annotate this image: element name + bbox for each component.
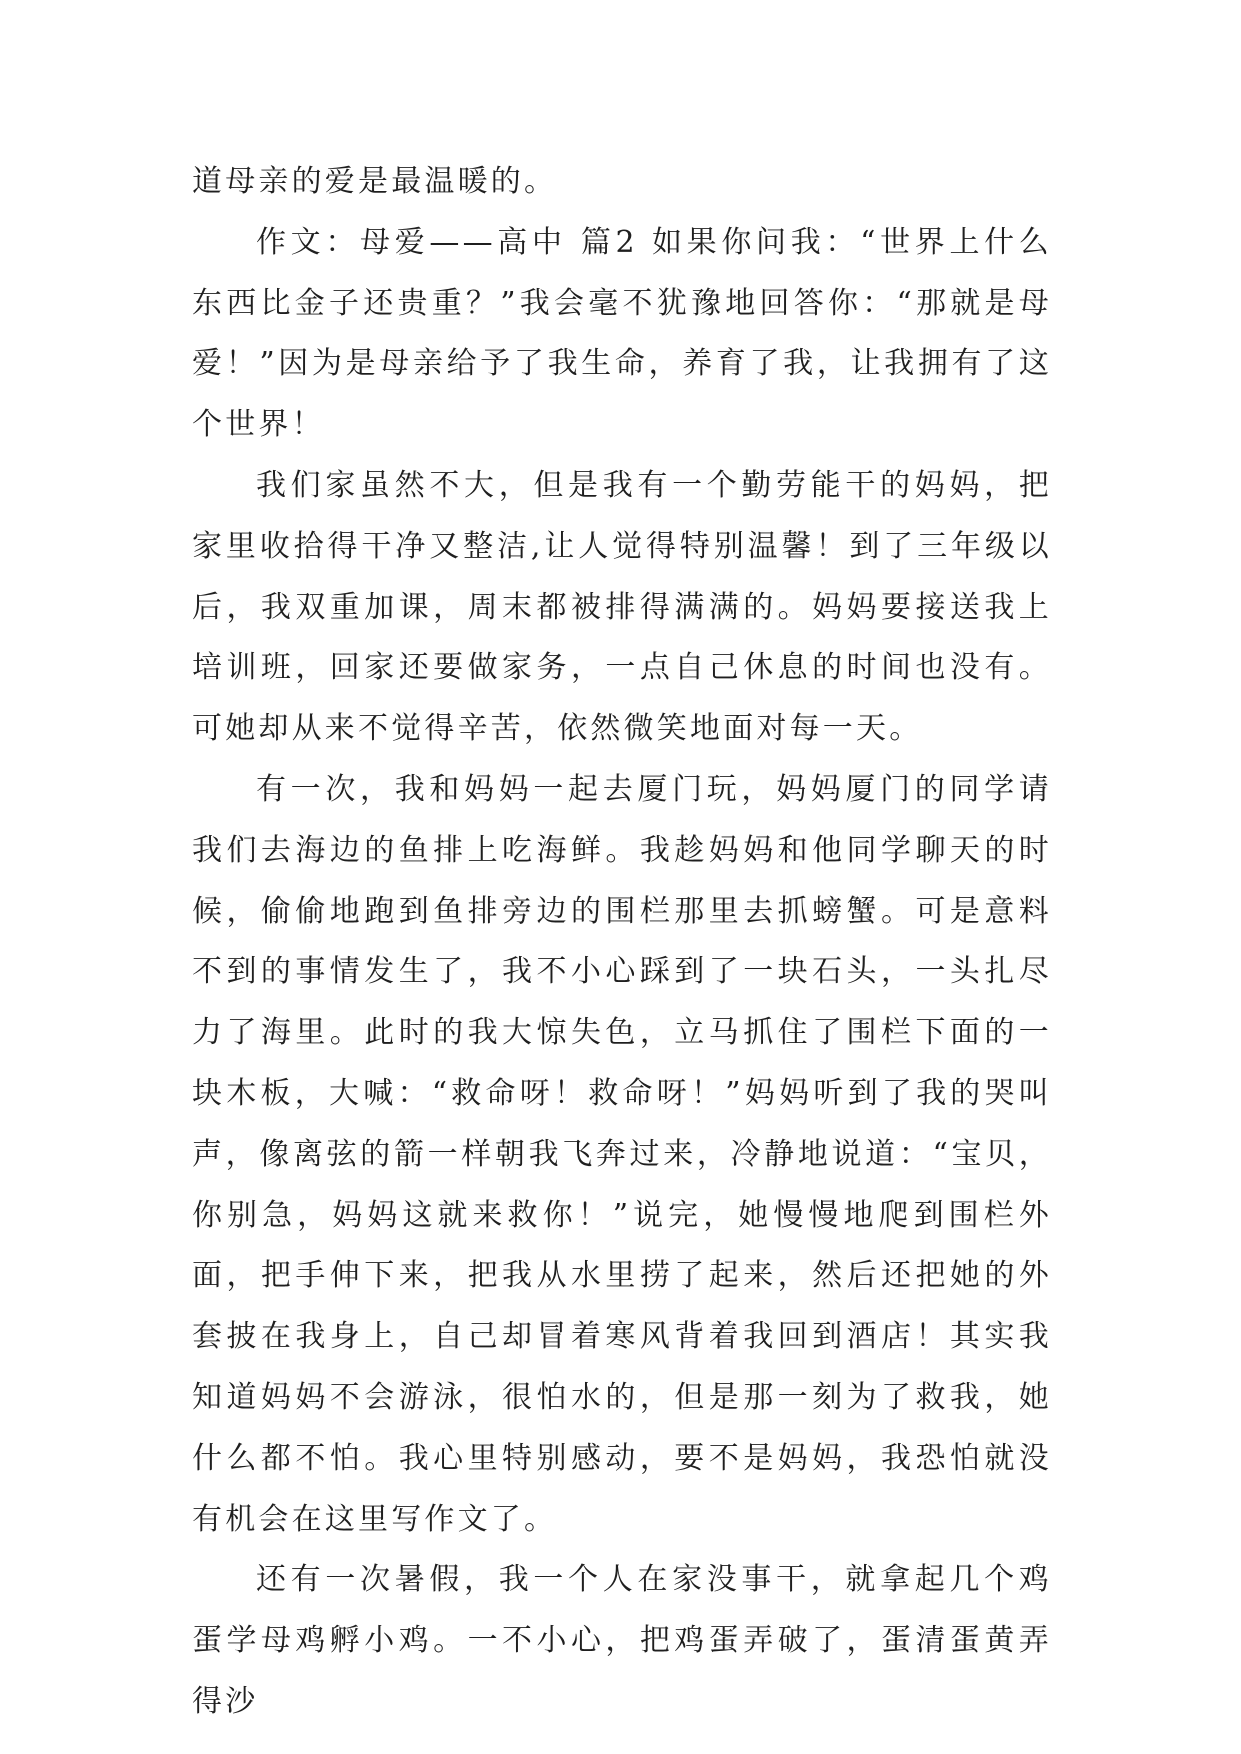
paragraph-continuation: 道母亲的爱是最温暖的。 <box>192 164 558 199</box>
paragraph-hardworking-mother: 我们家虽然不大，但是我有一个勤劳能干的妈妈，把家里收拾得干净又整洁,让人觉得特别温馨！到了三年级以后，我双重加课，周末都被排得满满的。妈妈要接送我上培训班，回家还要做家务，一点自己休息的时间也没有。可她却从来不觉得辛苦，依然微笑地面对每一天。 <box>192 467 1052 747</box>
paragraph-summer-eggs: 还有一次暑假，我一个人在家没事干，就拿起几个鸡蛋学母鸡孵小鸡。一不小心，把鸡蛋弄破了，蛋清蛋黄弄得沙 <box>192 1562 1052 1719</box>
essay-body <box>192 152 1052 1733</box>
paragraph-xiamen-rescue: 有一次，我和妈妈一起去厦门玩，妈妈厦门的同学请我们去海边的鱼排上吃海鲜。我趁妈妈和他同学聊天的时候，偷偷地跑到鱼排旁边的围栏那里去抓螃蟹。可是意料不到的事情发生了，我不小心踩到了一块石头，一头扎尽力了海里。此时的我大惊失色，立马抓住了围栏下面的一块木板，大喊：“救命呀！救命呀！”妈妈听到了我的哭叫声，像离弦的箭一样朝我飞奔过来，冷静地说道：“宝贝，你别急，妈妈这就来救你！”说完，她慢慢地爬到围栏外面，把手伸下来，把我从水里捞了起来，然后还把她的外套披在我身上，自己却冒着寒风背着我回到酒店！其实我知道妈妈不会游泳，很怕水的，但是那一刻为了救我，她什么都不怕。我心里特别感动，要不是妈妈，我恐怕就没有机会在这里写作文了。 <box>192 771 1052 1537</box>
paragraph-essay-title-intro: 作文：母爱——高中 篇2 如果你问我：“世界上什么东西比金子还贵重？”我会毫不犹豫地回答你：“那就是母爱！”因为是母亲给予了我生命，养育了我，让我拥有了这个世界！ <box>192 224 1052 443</box>
